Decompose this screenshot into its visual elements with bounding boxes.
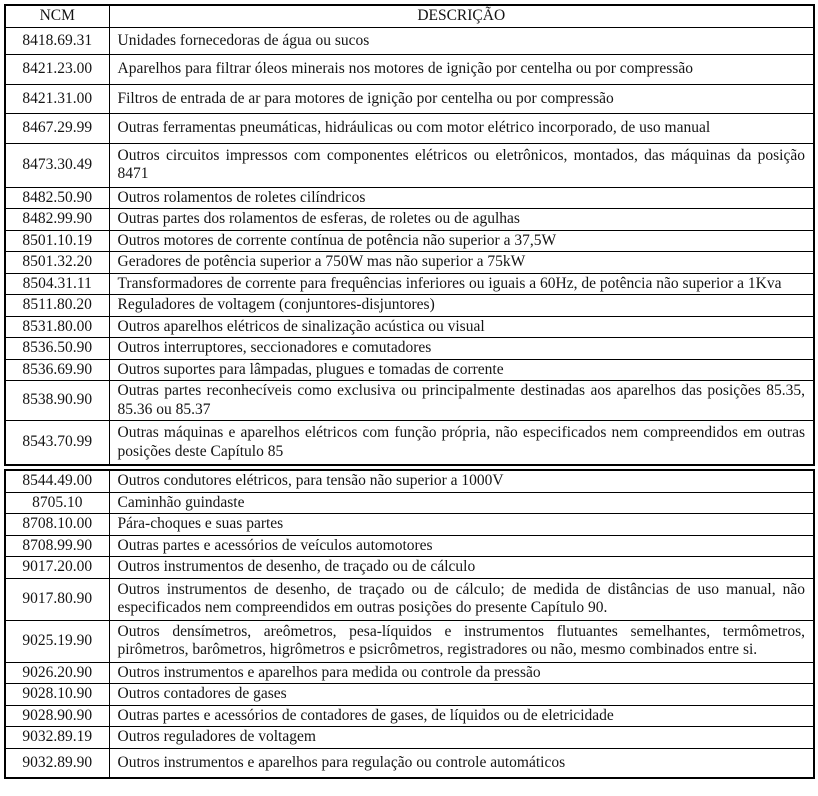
table-row (5, 143, 814, 187)
ncm-code-cell: 8421.31.00 (5, 84, 109, 114)
ncm-code-cell: 9032.89.19 (5, 727, 109, 749)
description-cell: Outros circuitos impressos com componentes elétricos ou eletrônicos, montados, das máquinas da posição 8471 (109, 143, 814, 187)
description-cell: Outros suportes para lâmpadas, plugues e tomadas de corrente (109, 359, 814, 381)
table-row (5, 27, 814, 55)
table-row (5, 381, 814, 421)
table-row (5, 492, 814, 514)
table-row (5, 209, 814, 231)
ncm-code-cell: 9032.89.90 (5, 748, 109, 778)
ncm-code-cell: 8511.80.20 (5, 295, 109, 317)
table-row (5, 230, 814, 252)
table-body-section-1 (5, 27, 814, 465)
table-row (5, 84, 814, 114)
description-cell: Outras máquinas e aparelhos elétricos com função própria, não especificados nem compreendidos em outras posições deste Capítulo 85 (109, 421, 814, 466)
description-cell: Transformadores de corrente para frequências inferiores ou iguais a 60Hz, de potência não superior a 1Kva (109, 273, 814, 295)
description-cell: Caminhão guindaste (109, 492, 814, 514)
description-cell: Outros reguladores de voltagem (109, 727, 814, 749)
table-row (5, 252, 814, 274)
ncm-column-header: NCM (5, 5, 109, 27)
description-cell: Outros aparelhos elétricos de sinalização acústica ou visual (109, 316, 814, 338)
table-row (5, 514, 814, 536)
ncm-code-cell: 9017.20.00 (5, 557, 109, 579)
table-row (5, 316, 814, 338)
table-row (5, 684, 814, 706)
ncm-code-cell: 8708.99.90 (5, 535, 109, 557)
description-cell: Outras partes e acessórios de veículos automotores (109, 535, 814, 557)
description-cell: Outros motores de corrente contínua de potência não superior a 37,5W (109, 230, 814, 252)
ncm-code-cell: 8504.31.11 (5, 273, 109, 295)
description-cell: Outras ferramentas pneumáticas, hidráulicas ou com motor elétrico incorporado, de uso manual (109, 114, 814, 144)
table-header-row (5, 5, 814, 27)
ncm-code-cell: 8482.99.90 (5, 209, 109, 231)
table-row (5, 295, 814, 317)
table-row (5, 338, 814, 360)
table-row (5, 535, 814, 557)
description-cell: Filtros de entrada de ar para motores de ignição por centelha ou por compressão (109, 84, 814, 114)
ncm-code-cell: 8501.32.20 (5, 252, 109, 274)
ncm-code-cell: 8536.69.90 (5, 359, 109, 381)
table-row (5, 470, 814, 492)
description-cell: Outras partes dos rolamentos de esferas, de roletes ou de agulhas (109, 209, 814, 231)
table-row (5, 727, 814, 749)
ncm-code-cell: 9028.10.90 (5, 684, 109, 706)
ncm-code-cell: 8473.30.49 (5, 143, 109, 187)
description-cell: Outras partes e acessórios de contadores de gases, de líquidos ou de eletricidade (109, 705, 814, 727)
description-cell: Geradores de potência superior a 750W mas não superior a 75kW (109, 252, 814, 274)
ncm-code-cell: 8418.69.31 (5, 27, 109, 55)
table-row (5, 662, 814, 684)
description-cell: Outros condutores elétricos, para tensão não superior a 1000V (109, 470, 814, 492)
ncm-code-cell: 8482.50.90 (5, 187, 109, 209)
ncm-code-cell: 8421.23.00 (5, 55, 109, 85)
table-row (5, 620, 814, 662)
table-row (5, 55, 814, 85)
ncm-table-page-1 (4, 4, 815, 466)
description-cell: Outros rolamentos de roletes cilíndricos (109, 187, 814, 209)
table-row (5, 421, 814, 466)
description-cell: Outros contadores de gases (109, 684, 814, 706)
description-cell: Aparelhos para filtrar óleos minerais nos motores de ignição por centelha ou por compressão (109, 55, 814, 85)
table-row (5, 557, 814, 579)
table-row (5, 187, 814, 209)
table-row (5, 748, 814, 778)
description-cell: Reguladores de voltagem (conjuntores-disjuntores) (109, 295, 814, 317)
description-cell: Pára-choques e suas partes (109, 514, 814, 536)
ncm-code-cell: 9028.90.90 (5, 705, 109, 727)
ncm-code-cell: 8544.49.00 (5, 470, 109, 492)
ncm-code-cell: 8467.29.99 (5, 114, 109, 144)
description-cell: Outros instrumentos de desenho, de traçado ou de cálculo (109, 557, 814, 579)
table-body-section-2 (5, 470, 814, 778)
description-cell: Outras partes reconhecíveis como exclusiva ou principalmente destinadas aos aparelhos das posições 85.35, 85.36 ou 85.37 (109, 381, 814, 421)
description-cell: Outros interruptores, seccionadores e comutadores (109, 338, 814, 360)
table-row (5, 114, 814, 144)
ncm-code-cell: 8501.10.19 (5, 230, 109, 252)
description-cell: Outros instrumentos e aparelhos para medida ou controle da pressão (109, 662, 814, 684)
ncm-code-cell: 8705.10 (5, 492, 109, 514)
table-row (5, 705, 814, 727)
ncm-code-cell: 9026.20.90 (5, 662, 109, 684)
table-row (5, 273, 814, 295)
ncm-code-cell: 9025.19.90 (5, 620, 109, 662)
ncm-code-cell: 8538.90.90 (5, 381, 109, 421)
table-row (5, 578, 814, 620)
description-cell: Outros instrumentos e aparelhos para regulação ou controle automáticos (109, 748, 814, 778)
descricao-column-header: DESCRIÇÃO (109, 5, 814, 27)
ncm-code-cell: 8708.10.00 (5, 514, 109, 536)
ncm-code-cell: 9017.80.90 (5, 578, 109, 620)
description-cell: Outros densímetros, areômetros, pesa-líquidos e instrumentos flutuantes semelhantes, termômetros, pirômetros, barômetros, higrômetros e psicrômetros, registradores ou não, mesmo combinados entre si. (109, 620, 814, 662)
ncm-code-cell: 8531.80.00 (5, 316, 109, 338)
ncm-code-cell: 8536.50.90 (5, 338, 109, 360)
ncm-table-page-2 (4, 469, 815, 779)
ncm-code-cell: 8543.70.99 (5, 421, 109, 466)
table-row (5, 359, 814, 381)
description-cell: Unidades fornecedoras de água ou sucos (109, 27, 814, 55)
description-cell: Outros instrumentos de desenho, de traçado ou de cálculo; de medida de distâncias de uso manual, não especificados nem compreendidos em outras posições do presente Capítulo 90. (109, 578, 814, 620)
